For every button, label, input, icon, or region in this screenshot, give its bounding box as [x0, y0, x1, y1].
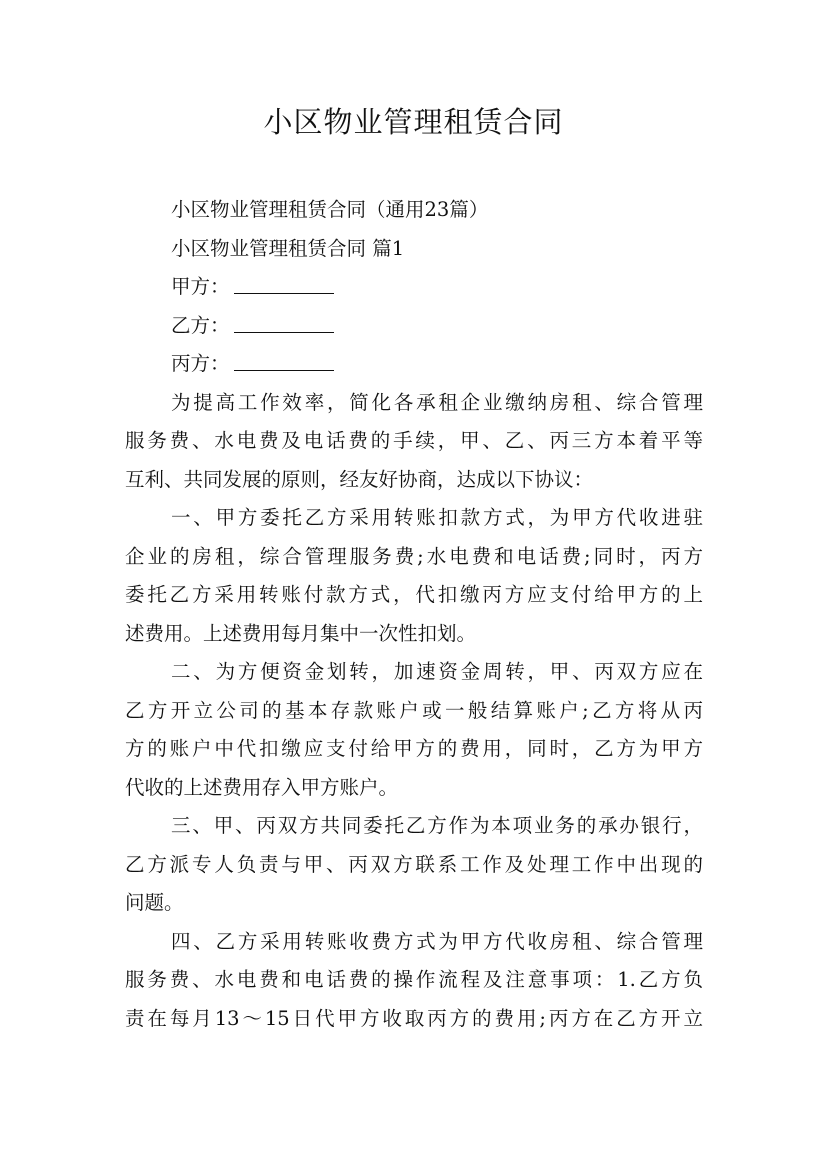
section-heading: 小区物业管理租赁合同 篇1	[171, 236, 405, 260]
paragraph-line: 问题。	[125, 891, 184, 914]
document-title: 小区物业管理租赁合同	[263, 105, 564, 139]
party-c-line	[125, 345, 703, 384]
paragraph-line: 委托乙方采用转账付款方式，代扣缴丙方应支付给甲方的上	[125, 583, 703, 606]
party-a-blank	[234, 275, 334, 294]
paragraph-line: 责在每月13～15日代甲方收取丙方的费用;丙方在乙方开立	[125, 1006, 703, 1030]
paragraph-line: 方的账户中代扣缴应支付给甲方的费用，同时，乙方为甲方	[125, 737, 703, 760]
clause-4	[125, 923, 703, 1039]
paragraph-line: 服务费、水电费和电话费的操作流程及注意事项：1.乙方负	[125, 968, 703, 991]
clause-3	[125, 807, 703, 923]
paragraph-intro	[125, 384, 703, 500]
paragraph-line: 一、甲方委托乙方采用转账扣款方式，为甲方代收进驻	[171, 506, 703, 529]
paragraph-line: 二、为方便资金划转，加速资金周转，甲、丙双方应在	[171, 660, 703, 683]
paragraph-line: 述费用。上述费用每月集中一次性扣划。	[125, 621, 477, 645]
paragraph-line: 乙方派专人负责与甲、丙双方联系工作及处理工作中出现的	[125, 852, 703, 876]
paragraph-line: 乙方开立公司的基本存款账户或一般结算账户;乙方将从丙	[125, 698, 703, 722]
party-c-label: 丙方：	[171, 352, 230, 375]
paragraph-line: 代收的上述费用存入甲方账户。	[125, 775, 399, 799]
party-c-blank	[234, 352, 334, 371]
party-b-label: 乙方：	[171, 313, 230, 337]
clause-1	[125, 499, 703, 653]
paragraph-line: 互利、共同发展的原则，经友好协商，达成以下协议：	[125, 467, 594, 491]
document-subtitle: 小区物业管理租赁合同（通用23篇）	[171, 198, 489, 221]
party-a-line	[125, 268, 703, 307]
paragraph-line: 为提高工作效率，简化各承租企业缴纳房租、综合管理	[171, 390, 703, 414]
party-b-line	[125, 307, 703, 346]
party-a-label: 甲方：	[171, 275, 230, 298]
paragraph-line: 三、甲、丙双方共同委托乙方作为本项业务的承办银行，	[171, 814, 703, 837]
clause-2	[125, 653, 703, 807]
paragraph-line: 四、乙方采用转账收费方式为甲方代收房租、综合管理	[171, 929, 703, 953]
party-b-blank	[234, 314, 334, 333]
paragraph-line: 服务费、水电费及电话费的手续，甲、乙、丙三方本着平等	[125, 429, 703, 452]
paragraph-line: 企业的房租，综合管理服务费;水电费和电话费;同时，丙方	[125, 544, 703, 568]
document-body	[125, 191, 703, 1038]
